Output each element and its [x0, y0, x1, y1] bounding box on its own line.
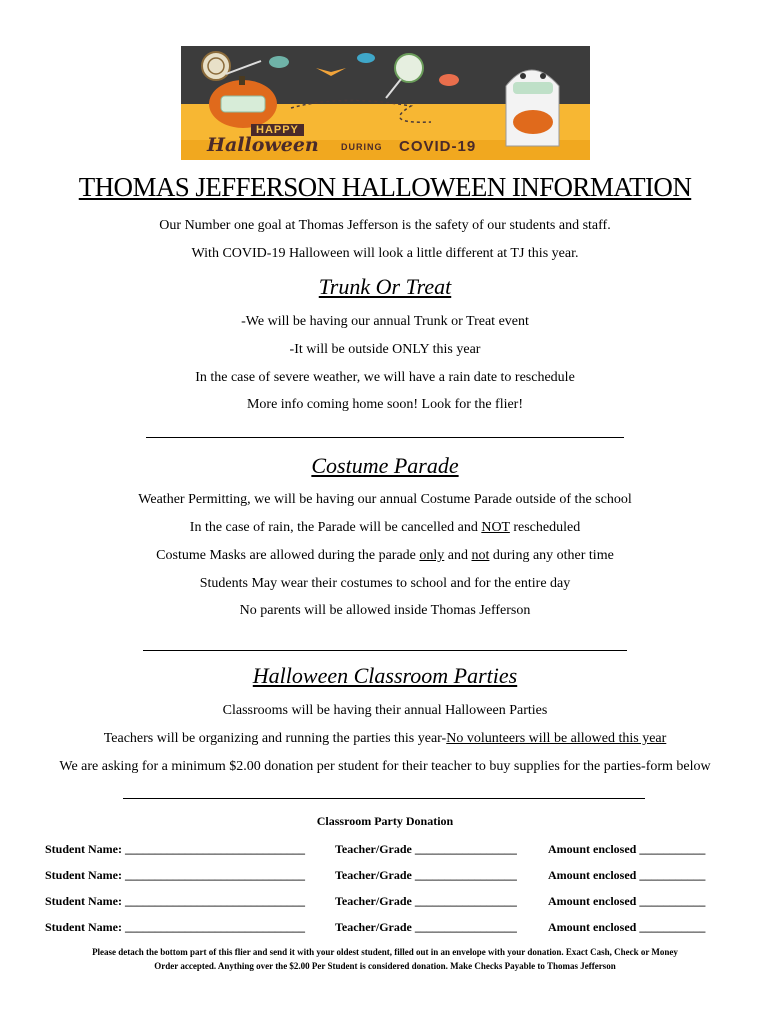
lollipop-icon [395, 54, 423, 82]
costume-parade-heading: Costume Parade [311, 453, 459, 478]
divider-2 [143, 650, 627, 651]
page-title: THOMAS JEFFERSON HALLOWEEN INFORMATION [78, 172, 692, 202]
parties-line-3: We are asking for a minimum $2.00 donation per student for their teacher to buy supplies for the parties-form below [59, 759, 711, 774]
divider-1 [146, 437, 624, 438]
student-name-field: Student Name: ______________________________ [45, 868, 305, 882]
candy-icon [269, 56, 289, 68]
parade-line-2: In the case of rain, the Parade will be cancelled and NOT rescheduled [189, 520, 581, 535]
amount-enclosed-field: Amount enclosed ___________ [548, 920, 706, 934]
divider-3 [123, 798, 645, 799]
student-name-field: Student Name: ______________________________ [45, 920, 305, 934]
trunk-line-4: More info coming home soon! Look for the flier! [246, 397, 524, 412]
bat-icon [316, 68, 346, 76]
banner-during-text: DURING [341, 142, 383, 152]
teacher-grade-field: Teacher/Grade _________________ [335, 920, 517, 934]
parade-line-3: Costume Masks are allowed during the parade only and not during any other time [156, 548, 614, 563]
ghost-icon [506, 70, 559, 146]
classroom-parties-heading: Halloween Classroom Parties [252, 663, 518, 688]
teacher-grade-field: Teacher/Grade _________________ [335, 868, 517, 882]
donation-form-row [45, 920, 735, 938]
banner-happy-text: HAPPY [251, 124, 304, 136]
donation-form-title: Classroom Party Donation [316, 814, 454, 828]
candy-icon [439, 74, 459, 86]
trunk-line-1: -We will be having our annual Trunk or Treat event [241, 314, 529, 329]
teacher-grade-field: Teacher/Grade _________________ [335, 894, 517, 908]
parade-line-4: Students May wear their costumes to school and for the entire day [199, 576, 571, 591]
parade-line-1: Weather Permitting, we will be having our annual Costume Parade outside of the school [138, 492, 632, 507]
donation-form-row [45, 868, 735, 886]
donation-form-row [45, 842, 735, 860]
lollipop-icon [202, 52, 230, 80]
footer-instructions [50, 945, 720, 973]
footer-line-1: Please detach the bottom part of this flier and send it with your oldest student, filled out in an envelope with your donation. Exact Cash, Check or Money [92, 947, 678, 957]
dotted-arrow-icon [291, 100, 431, 122]
banner-halloween-text: Halloween [207, 134, 319, 156]
footer-line-2: Order accepted. Anything over the $2.00 Per Student is considered donation. Make Checks Payable to Thomas Jefferson [154, 961, 616, 971]
student-name-field: Student Name: ______________________________ [45, 894, 305, 908]
amount-enclosed-field: Amount enclosed ___________ [548, 842, 706, 856]
intro-line-1: Our Number one goal at Thomas Jefferson is the safety of our students and staff. [159, 218, 611, 233]
halloween-banner-image [181, 46, 590, 160]
intro-line-2: With COVID-19 Halloween will look a little different at TJ this year. [191, 246, 579, 261]
parties-line-1: Classrooms will be having their annual Halloween Parties [222, 703, 548, 718]
parade-line-5: No parents will be allowed inside Thomas Jefferson [239, 603, 531, 618]
amount-enclosed-field: Amount enclosed ___________ [548, 868, 706, 882]
teacher-grade-field: Teacher/Grade _________________ [335, 842, 517, 856]
candy-icon [357, 53, 375, 63]
student-name-field: Student Name: ______________________________ [45, 842, 305, 856]
trunk-line-3: In the case of severe weather, we will have a rain date to reschedule [195, 370, 575, 385]
banner-covid-text: COVID-19 [399, 138, 477, 155]
jack-o-lantern-bucket-icon [513, 110, 553, 134]
parties-line-2: Teachers will be organizing and running the parties this year-No volunteers will be allowed this year [103, 731, 667, 746]
trunk-line-2: -It will be outside ONLY this year [289, 342, 481, 357]
amount-enclosed-field: Amount enclosed ___________ [548, 894, 706, 908]
trunk-or-treat-heading: Trunk Or Treat [318, 274, 452, 299]
donation-form-row [45, 894, 735, 912]
